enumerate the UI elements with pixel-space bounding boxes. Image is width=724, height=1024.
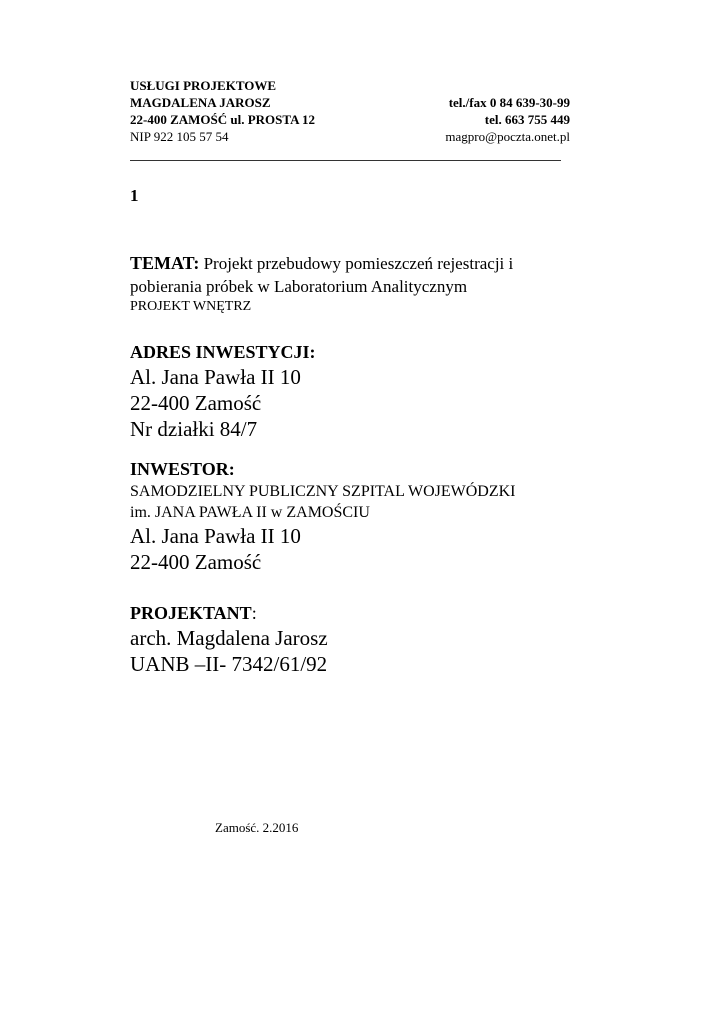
company-owner: MAGDALENA JAROSZ: [130, 95, 271, 110]
projektant-section: [130, 601, 328, 677]
adres-section: [130, 340, 316, 442]
contact-tel: tel. 663 755 449: [484, 112, 570, 127]
inwestor-label: INWESTOR:: [130, 459, 235, 479]
temat-line2: pobierania próbek w Laboratorium Analitycznym: [130, 277, 468, 296]
temat-section: [130, 252, 513, 316]
company-info: [130, 77, 315, 145]
page-number: 1: [130, 186, 139, 205]
company-name: USŁUGI PROJEKTOWE: [130, 78, 277, 93]
inwestor-line3: Al. Jana Pawła II 10: [130, 524, 301, 548]
projektant-colon: :: [251, 603, 257, 623]
contact-info: [445, 94, 570, 145]
projektant-line2: UANB –II- 7342/61/92: [130, 652, 328, 676]
temat-line1: Projekt przebudowy pomieszczeń rejestracji i: [203, 254, 514, 273]
adres-line2: 22-400 Zamość: [130, 391, 262, 415]
adres-line3: Nr działki 84/7: [130, 417, 258, 441]
document-date: Zamość. 2.2016: [215, 820, 299, 835]
company-address: 22-400 ZAMOŚĆ ul. PROSTA 12: [130, 112, 316, 127]
contact-email: magpro@poczta.onet.pl: [445, 129, 570, 144]
inwestor-line1: SAMODZIELNY PUBLICZNY SZPITAL WOJEWÓDZKI: [130, 483, 516, 500]
contact-telfax: tel./fax 0 84 639-30-99: [448, 95, 570, 110]
inwestor-line4: 22-400 Zamość: [130, 550, 262, 574]
adres-line1: Al. Jana Pawła II 10: [130, 365, 301, 389]
header-divider: [130, 160, 561, 161]
temat-line3: PROJEKT WNĘTRZ: [130, 299, 252, 314]
projektant-line1: arch. Magdalena Jarosz: [130, 626, 328, 650]
inwestor-section: [130, 457, 516, 575]
temat-label: TEMAT:: [130, 253, 200, 273]
projektant-label: PROJEKTANT: [130, 603, 252, 623]
adres-label: ADRES INWESTYCJI:: [130, 342, 316, 362]
inwestor-line2: im. JANA PAWŁA II w ZAMOŚCIU: [130, 504, 370, 521]
company-nip: NIP 922 105 57 54: [130, 129, 229, 144]
